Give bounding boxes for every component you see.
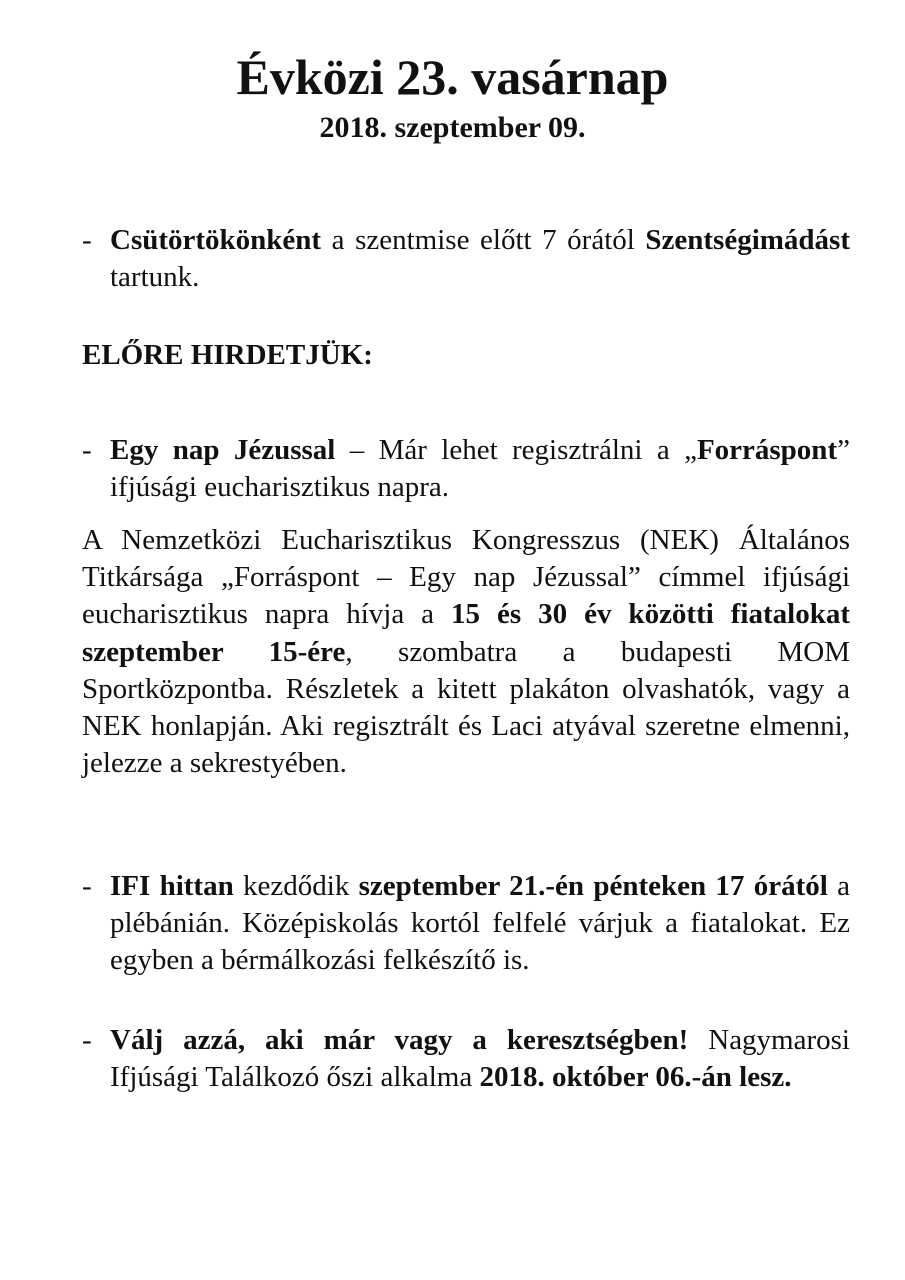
bold-text: Egy nap Jézussal bbox=[110, 434, 336, 466]
page-title: Évközi 23. vasárnap bbox=[236, 49, 669, 105]
bullet-dash: - bbox=[82, 224, 92, 256]
plain-text: a plébánián. Középiskolás kortól felfelé várjuk a fiatalokat. Ez egyben a bérmálkozási felkészítő is. bbox=[110, 870, 850, 976]
plain-text: – Már lehet regisztrálni a bbox=[335, 434, 685, 466]
bold-text: 2018. október 06.-án lesz. bbox=[479, 1061, 792, 1093]
bullet-dash: - bbox=[82, 870, 92, 902]
page-date: 2018. szeptember 09. bbox=[319, 111, 586, 144]
bold-text: Szentségimádást bbox=[645, 224, 850, 256]
announcement-forraspont bbox=[82, 432, 850, 506]
bullet-dash: - bbox=[82, 1024, 92, 1056]
quote-mark: „ bbox=[684, 434, 697, 466]
announcement-text bbox=[110, 1022, 850, 1096]
plain-text: Nagymarosi Ifjúsági Találkozó őszi alkalma bbox=[110, 1024, 850, 1093]
plain-text: , szombatra a budapesti MOM Sportközpontba. Részletek a kitett plakáton olvashatók, vagy a NEK honlapján. Aki regisztrált és Laci atyával szeretne elmenni, jelezze a sekrestyében. bbox=[82, 635, 850, 780]
plain-text: A Nemzetközi Eucharisztikus Kongresszus (NEK) Általános Titkársága „Forráspont – Egy nap Jézussal” címmel ifjúsági eucharisztikus napra hívja a bbox=[82, 524, 850, 631]
forraspont-details-paragraph bbox=[82, 522, 850, 782]
plain-text: kezdődik bbox=[233, 870, 359, 902]
bold-text: szeptember 21.-én pénteken 17 órától bbox=[358, 870, 828, 902]
plain-text: ” ifjúsági eucharisztikus napra. bbox=[110, 434, 850, 503]
bold-text: Csütörtökönként bbox=[110, 224, 322, 256]
bold-text: 15 és 30 év közötti fiatalokat szeptember 15-ére bbox=[82, 598, 850, 668]
announcement-text bbox=[110, 432, 850, 506]
bullet-dash: - bbox=[82, 434, 92, 466]
section-heading: ELŐRE HIRDETJÜK: bbox=[82, 339, 373, 371]
announcement-youth-meeting bbox=[82, 1022, 850, 1096]
announcement-ifi-hittan bbox=[82, 868, 850, 979]
plain-text: a szentmise előtt 7 órától bbox=[321, 224, 646, 256]
plain-text: tartunk. bbox=[110, 261, 200, 293]
bold-text: Válj azzá, aki már vagy a keresztségben! bbox=[110, 1024, 689, 1056]
announcement-adoration bbox=[82, 222, 850, 296]
bold-text: IFI hittan bbox=[110, 870, 234, 902]
bold-text: Forráspont bbox=[696, 434, 838, 466]
announcement-text bbox=[110, 868, 850, 979]
announcement-text bbox=[110, 222, 850, 296]
